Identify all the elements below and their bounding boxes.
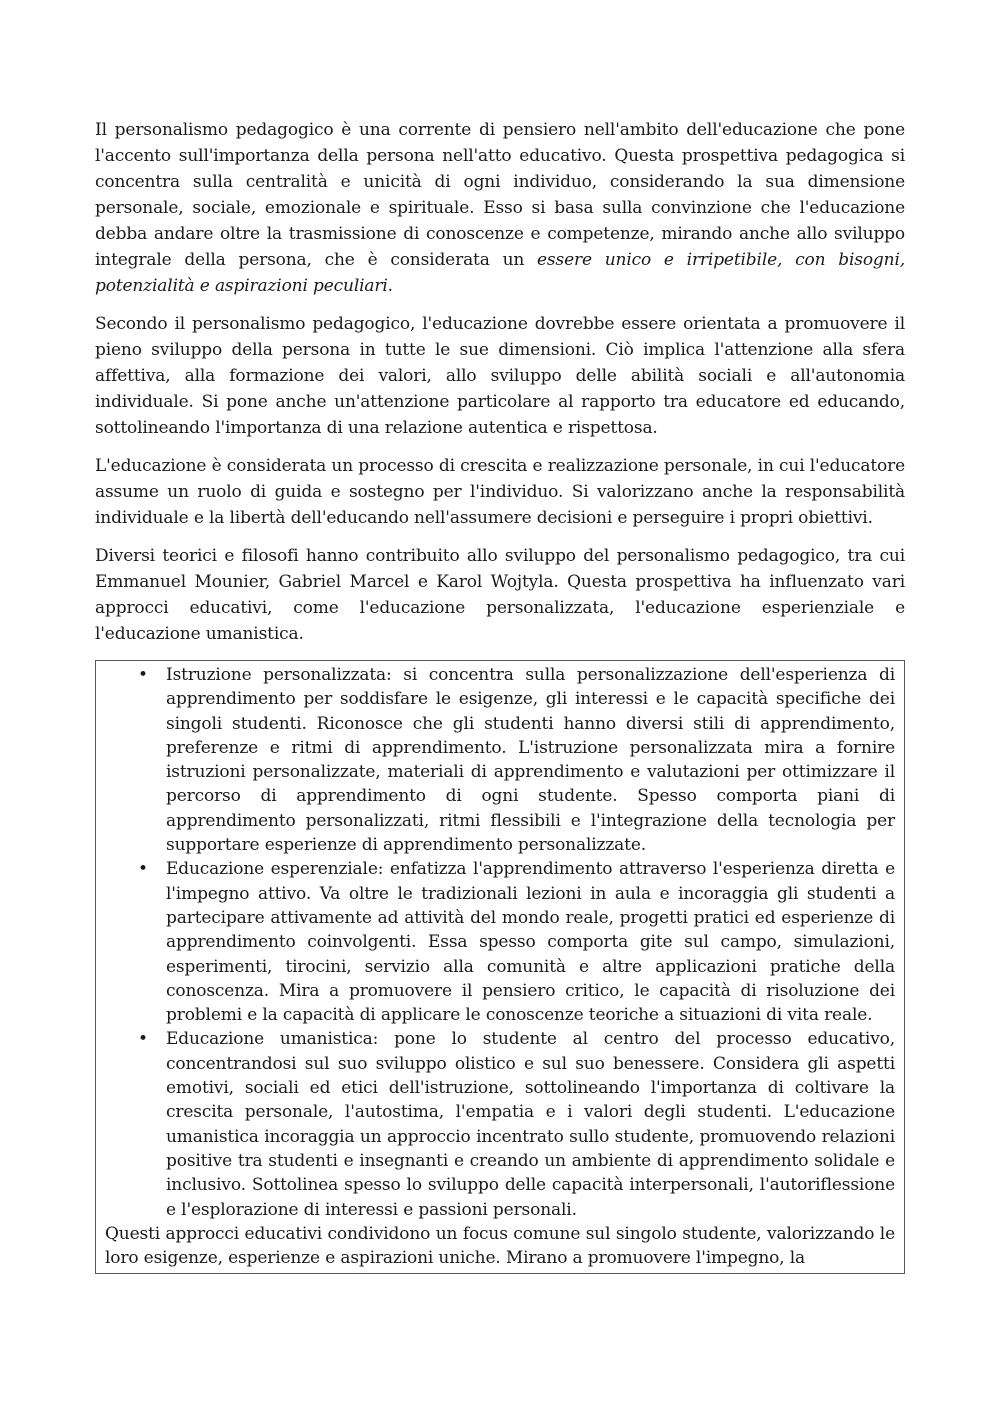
paragraph-intro [95,117,905,299]
intro-end-text: . [387,276,393,296]
approaches-box [95,660,905,1274]
list-item-humanistic [105,1027,895,1221]
paragraph-growth: L'educazione è considerata un processo di crescita e realizzazione personale, in cui l'educatore assume un ruolo di guida e sostegno per l'individuo. Si valorizzano anche la responsabilità individuale e la libertà dell'educando nell'assumere decisioni e perseguire i propri obiettivi. [95,456,905,528]
list-item-text: Educazione esperenziale: enfatizza l'apprendimento attraverso l'esperienza diretta e l'impegno attivo. Va oltre le tradizionali lezioni in aula e incoraggia gli studenti a partecipare attivamente ad attività del mondo reale, progetti pratici ed esperienze di apprendimento coinvolgenti. Essa spesso comporta gite sul campo, simulazioni, esperimenti, tirocini, servizio alla comunità e altre applicazioni pratiche della conoscenza. Mira a promuovere il pensiero critico, le capacità di risoluzione dei problemi e la capacità di applicare le conoscenze teoriche a situazioni di vita reale. [166,859,895,1026]
document-page [95,117,905,1274]
bullet-icon: • [138,1029,148,1050]
intro-italic-text: essere unico e irripetibile, con bisogni, potenzialità e aspirazioni peculiari [95,250,905,296]
bullet-icon: • [138,859,148,880]
approaches-list [105,663,895,1222]
list-item-personalized [105,663,895,857]
closing-paragraph: Questi approcci educativi condividono un focus comune sul singolo studente, valorizzando le loro esigenze, esperienze e aspirazioni uniche. Mirano a promuovere l'impegno, la [105,1223,895,1269]
list-item-text: Educazione umanistica: pone lo studente al centro del processo educativo, concentrandosi sul suo sviluppo olistico e sul suo benessere. Considera gli aspetti emotivi, sociali ed etici dell'istruzione, sottolineando l'importanza di coltivare la crescita personale, l'autostima, l'empatia e i valori degli studenti. L'educazione umanistica incoraggia un approccio incentrato sullo studente, promuovendo relazioni positive tra studenti e insegnanti e creando un ambiente di apprendimento solidale e inclusivo. Sottolinea spesso lo sviluppo delle capacità interpersonali, l'autoriflessione e l'esplorazione di interessi e passioni personali. [166,1029,895,1220]
paragraph-development: Secondo il personalismo pedagogico, l'educazione dovrebbe essere orientata a promuovere il pieno sviluppo della persona in tutte le sue dimensioni. Ciò implica l'attenzione alla sfera affettiva, alla formazione dei valori, allo sviluppo delle abilità sociali e all'autonomia individuale. Si pone anche un'attenzione particolare al rapporto tra educatore ed educando, sottolineando l'importanza di una relazione autentica e rispettosa. [95,314,905,438]
list-item-text: Istruzione personalizzata: si concentra sulla personalizzazione dell'esperienza di apprendimento per soddisfare le esigenze, gli interessi e le capacità specifiche dei singoli studenti. Riconosce che gli studenti hanno diversi stili di apprendimento, preferenze e ritmi di apprendimento. L'istruzione personalizzata mira a fornire istruzioni personalizzate, materiali di apprendimento e valutazioni per ottimizzare il percorso di apprendimento di ogni studente. Spesso comporta piani di apprendimento personalizzati, ritmi flessibili e l'integrazione della tecnologia per supportare esperienze di apprendimento personalizzate. [166,665,895,856]
intro-text: Il personalismo pedagogico è una corrente di pensiero nell'ambito dell'educazione che pone l'accento sull'importanza della persona nell'atto educativo. Questa prospettiva pedagogica si concentra sulla centralità e unicità di ogni individuo, considerando la sua dimensione personale, sociale, emozionale e spirituale. Esso si basa sulla convinzione che l'educazione debba andare oltre la trasmissione di conoscenze e competenze, mirando anche allo sviluppo integrale della persona, che è considerata un [95,120,905,270]
list-item-experiential [105,857,895,1027]
bullet-icon: • [138,665,148,685]
paragraph-theorists: Diversi teorici e filosofi hanno contribuito allo sviluppo del personalismo pedagogico, tra cui Emmanuel Mounier, Gabriel Marcel e Karol Wojtyla. Questa prospettiva ha influenzato vari approcci educativi, come l'educazione personalizzata, l'educazione esperienziale e l'educazione umanistica. [95,546,905,644]
